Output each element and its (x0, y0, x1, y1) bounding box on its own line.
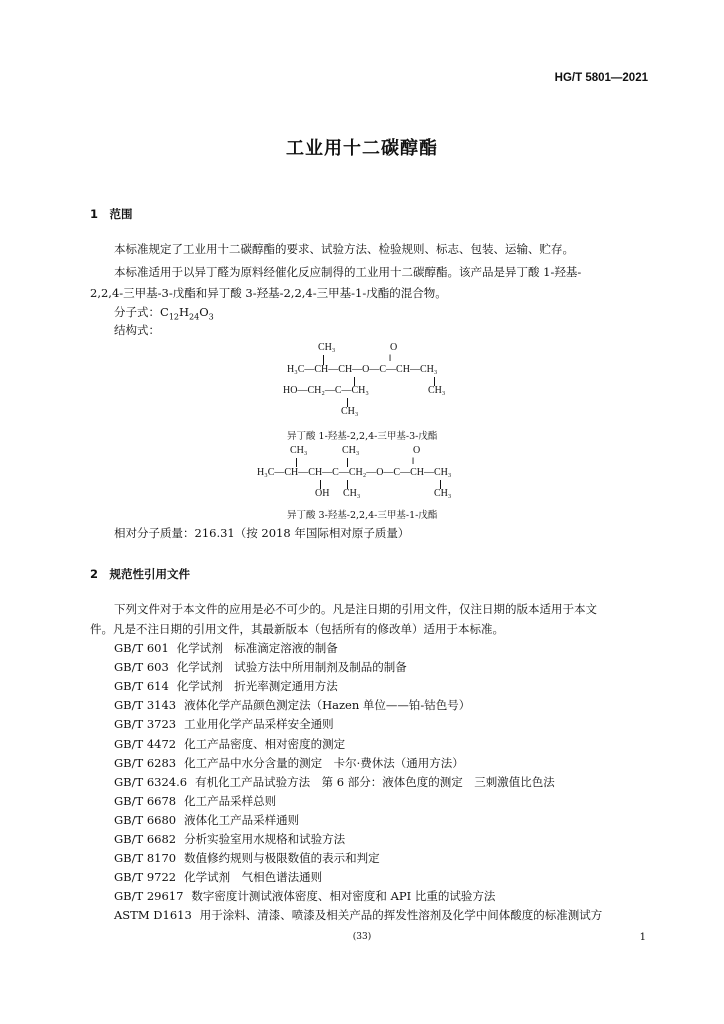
reference-item (114, 755, 464, 771)
reference-code: GB/T 29617 (114, 889, 184, 904)
reference-title: 液体化工产品采样通则 (184, 812, 300, 827)
s1-main-chain: H₃C—CH—CH—O—C—CH—CH₃ (287, 364, 438, 375)
reference-item (114, 888, 495, 904)
reference-code: GB/T 614 (114, 679, 169, 694)
reference-item (114, 812, 299, 828)
reference-item (114, 850, 380, 866)
reference-item (114, 716, 334, 732)
s1-caption: 异丁酸 1-羟基-2,2,4-三甲基-3-戊酯 (287, 431, 438, 442)
reference-title: 化工产品密度、相对密度的测定 (184, 736, 346, 751)
molecular-weight: 相对分子质量：216.31（按 2018 年国际相对原子质量） (114, 526, 410, 540)
reference-code: GB/T 9722 (114, 870, 177, 885)
reference-item (114, 869, 322, 885)
reference-title: 化学试剂 试验方法中所用制剂及制品的制备 (176, 660, 407, 675)
scope-paragraph-2-line-2: 2,2,4-三甲基-3-戊酯和异丁酸 3-羟基-2,2,4-三甲基-1-戊酯的混合物。 (90, 286, 447, 300)
reference-title: 数字密度计测试液体密度、相对密度和 API 比重的试验方法 (191, 889, 496, 904)
reference-code: GB/T 6324.6 (114, 774, 188, 789)
reference-item (114, 774, 555, 790)
reference-item (114, 697, 470, 713)
section-2-heading: 2 规范性引用文件 (90, 567, 191, 581)
page-number: 1 (639, 932, 646, 943)
s2-top-oxygen: O (413, 445, 421, 456)
reference-title: 数值修约规则与极限数值的表示和判定 (184, 851, 380, 866)
s1-row2: HO—CH₂—C—CH₃ (283, 385, 369, 396)
formula-h: H (179, 305, 190, 319)
reference-title: 化学试剂 折光率测定通用方法 (176, 679, 338, 694)
s1-top-oxygen: O (390, 342, 398, 353)
reference-title: 分析实验室用水规格和试验方法 (184, 832, 346, 846)
reference-item (114, 678, 338, 694)
references-intro-line-1: 下列文件对于本文件的应用是必不可少的。凡是注日期的引用文件，仅注日期的版本适用于本文 (114, 602, 597, 616)
s1-row2-ch3: CH₃ (428, 385, 446, 396)
scope-paragraph-1: 本标准规定了工业用十二碳醇酯的要求、试验方法、检验规则、标志、包装、运输、贮存。 (114, 242, 574, 256)
reference-item (114, 831, 345, 847)
reference-code: GB/T 3723 (114, 717, 177, 732)
s2-bottom-oh: OH (315, 488, 330, 499)
section-1-heading: 1 范围 (90, 207, 133, 221)
reference-code: GB/T 6680 (114, 812, 177, 827)
s2-main-chain: H₃C—CH—CH—C—CH₂—O—C—CH—CH₃ (257, 467, 452, 478)
reference-code: GB/T 8170 (114, 851, 177, 866)
s2-top-ch3-a: CH₃ (290, 445, 308, 456)
reference-code: GB/T 4472 (114, 736, 177, 751)
reference-item (114, 640, 338, 656)
reference-title: 液体化学产品颜色测定法（Hazen 单位——铂-钴色号） (184, 698, 471, 713)
reference-title: 化工产品采样总则 (184, 793, 277, 808)
reference-title: 有机化工产品试验方法 第 6 部分：液体色度的测定 三刺激值比色法 (195, 774, 555, 789)
scope-paragraph-2-line-1: 本标准适用于以异丁醛为原料经催化反应制得的工业用十二碳醇酯。该产品是异丁酸 1-羟基- (114, 265, 582, 279)
s2-bottom-ch3-a: CH₃ (343, 488, 361, 499)
reference-title: 化学试剂 标准滴定溶液的制备 (176, 641, 338, 655)
s2-caption: 异丁酸 3-羟基-2,2,4-三甲基-1-戊酯 (287, 510, 438, 521)
formula-h-sub: 24 (189, 312, 200, 322)
references-intro-line-2: 件。凡是不注日期的引用文件，其最新版本（包括所有的修改单）适用于本标准。 (90, 622, 504, 636)
reference-title: 用于涂料、清漆、喷漆及相关产品的挥发性溶剂及化学中间体酸度的标准测试方 (199, 908, 603, 923)
reference-code: GB/T 6682 (114, 832, 177, 846)
reference-item (114, 793, 276, 809)
s2-bond-1 (296, 458, 297, 467)
formula-label: 分子式： (114, 305, 160, 319)
s1-double-bond: ‖ (389, 353, 392, 363)
sheet-number: (33) (352, 932, 372, 942)
reference-title: 化工产品中水分含量的测定 卡尔·费休法（通用方法） (184, 755, 464, 770)
document-title: 工业用十二碳醇酯 (286, 138, 438, 159)
structure-label: 结构式： (114, 323, 160, 337)
s1-bottom-ch3: CH₃ (341, 406, 359, 417)
reference-item (114, 736, 345, 752)
s2-bottom-ch3-b: CH₃ (434, 488, 452, 499)
reference-code: ASTM D1613 (114, 908, 192, 923)
s2-double-bond: ‖ (412, 456, 415, 466)
s2-top-ch3-b: CH₃ (342, 445, 360, 456)
standard-code: HG/T 5801—2021 (554, 72, 648, 84)
reference-title: 工业用化学产品采样安全通则 (184, 717, 334, 732)
reference-title: 化学试剂 气相色谱法通则 (184, 870, 323, 885)
formula-c-sub: 12 (168, 312, 179, 322)
reference-code: GB/T 3143 (114, 698, 177, 713)
reference-code: GB/T 6678 (114, 793, 177, 808)
reference-item (114, 659, 407, 675)
formula-c: C (160, 305, 169, 319)
reference-item (114, 907, 602, 923)
formula-o: O (199, 305, 209, 319)
s1-top-ch3: CH₃ (318, 342, 336, 353)
formula-o-sub: 3 (208, 312, 214, 322)
s2-bond-2 (347, 458, 348, 467)
reference-code: GB/T 601 (114, 641, 169, 655)
reference-code: GB/T 603 (114, 660, 169, 675)
reference-code: GB/T 6283 (114, 755, 177, 770)
